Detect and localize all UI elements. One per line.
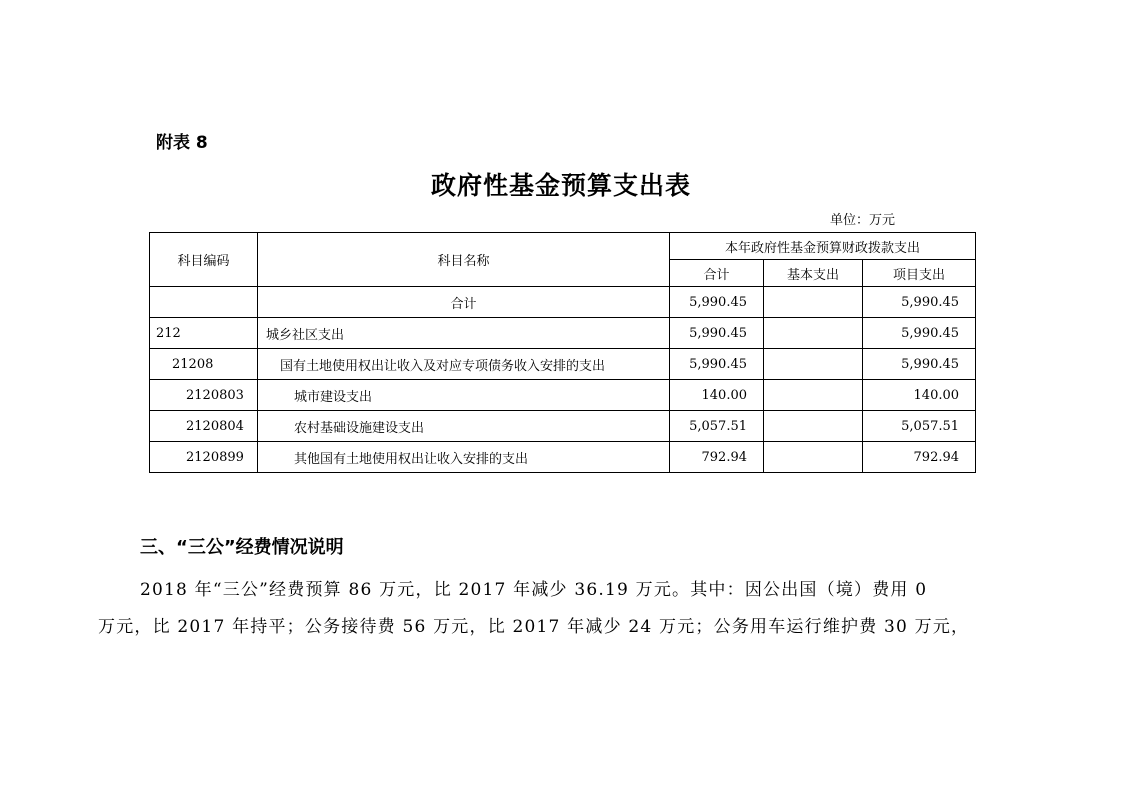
- row-name: 城市建设支出: [258, 380, 670, 411]
- row-project: 140.00: [863, 380, 976, 411]
- row-project: 792.94: [863, 442, 976, 473]
- row-name: 国有土地使用权出让收入及对应专项债务收入安排的支出: [258, 349, 670, 380]
- table-row-total: [150, 287, 976, 318]
- row-code: [150, 287, 258, 318]
- table-row: [150, 318, 976, 349]
- row-total: 140.00: [670, 380, 764, 411]
- row-total: 5,990.45: [670, 349, 764, 380]
- row-basic: [764, 442, 863, 473]
- page-title: 政府性基金预算支出表: [430, 171, 691, 200]
- table-row: [150, 442, 976, 473]
- header-name: 科目名称: [258, 233, 670, 287]
- header-total: 合计: [670, 260, 764, 287]
- row-project: 5,057.51: [863, 411, 976, 442]
- row-basic: [764, 411, 863, 442]
- table-header: [150, 233, 976, 287]
- row-total: 5,990.45: [670, 318, 764, 349]
- header-code: 科目编码: [150, 233, 258, 287]
- row-code: 2120899: [150, 442, 258, 473]
- row-project: 5,990.45: [863, 318, 976, 349]
- table-row: [150, 380, 976, 411]
- row-name: 合计: [258, 287, 670, 318]
- row-code: 21208: [150, 349, 258, 380]
- row-project: 5,990.45: [863, 349, 976, 380]
- row-total: 5,990.45: [670, 287, 764, 318]
- row-basic: [764, 287, 863, 318]
- unit-label: 单位：万元: [830, 213, 896, 228]
- table-body: [150, 287, 976, 473]
- section-heading: 三、“三公”经费情况说明: [140, 537, 344, 558]
- header-group: 本年政府性基金预算财政拨款支出: [670, 233, 976, 260]
- row-name: 其他国有土地使用权出让收入安排的支出: [258, 442, 670, 473]
- budget-table: [149, 232, 976, 473]
- row-project: 5,990.45: [863, 287, 976, 318]
- paragraph-line-1: 2018 年“三公”经费预算 86 万元，比 2017 年减少 36.19 万元。其中：因公出国（境）费用 0: [140, 580, 928, 600]
- row-total: 792.94: [670, 442, 764, 473]
- header-basic: 基本支出: [764, 260, 863, 287]
- paragraph-line-2: 万元，比 2017 年持平；公务接待费 56 万元，比 2017 年减少 24 万元；公务用车运行维护费 30 万元，: [98, 617, 970, 637]
- row-basic: [764, 380, 863, 411]
- row-basic: [764, 318, 863, 349]
- table-row: [150, 411, 976, 442]
- row-code: 212: [150, 318, 258, 349]
- row-code: 2120804: [150, 411, 258, 442]
- row-basic: [764, 349, 863, 380]
- row-total: 5,057.51: [670, 411, 764, 442]
- row-name: 城乡社区支出: [258, 318, 670, 349]
- appendix-label: 附表 8: [156, 133, 208, 153]
- table-row: [150, 349, 976, 380]
- row-name: 农村基础设施建设支出: [258, 411, 670, 442]
- row-code: 2120803: [150, 380, 258, 411]
- header-project: 项目支出: [863, 260, 976, 287]
